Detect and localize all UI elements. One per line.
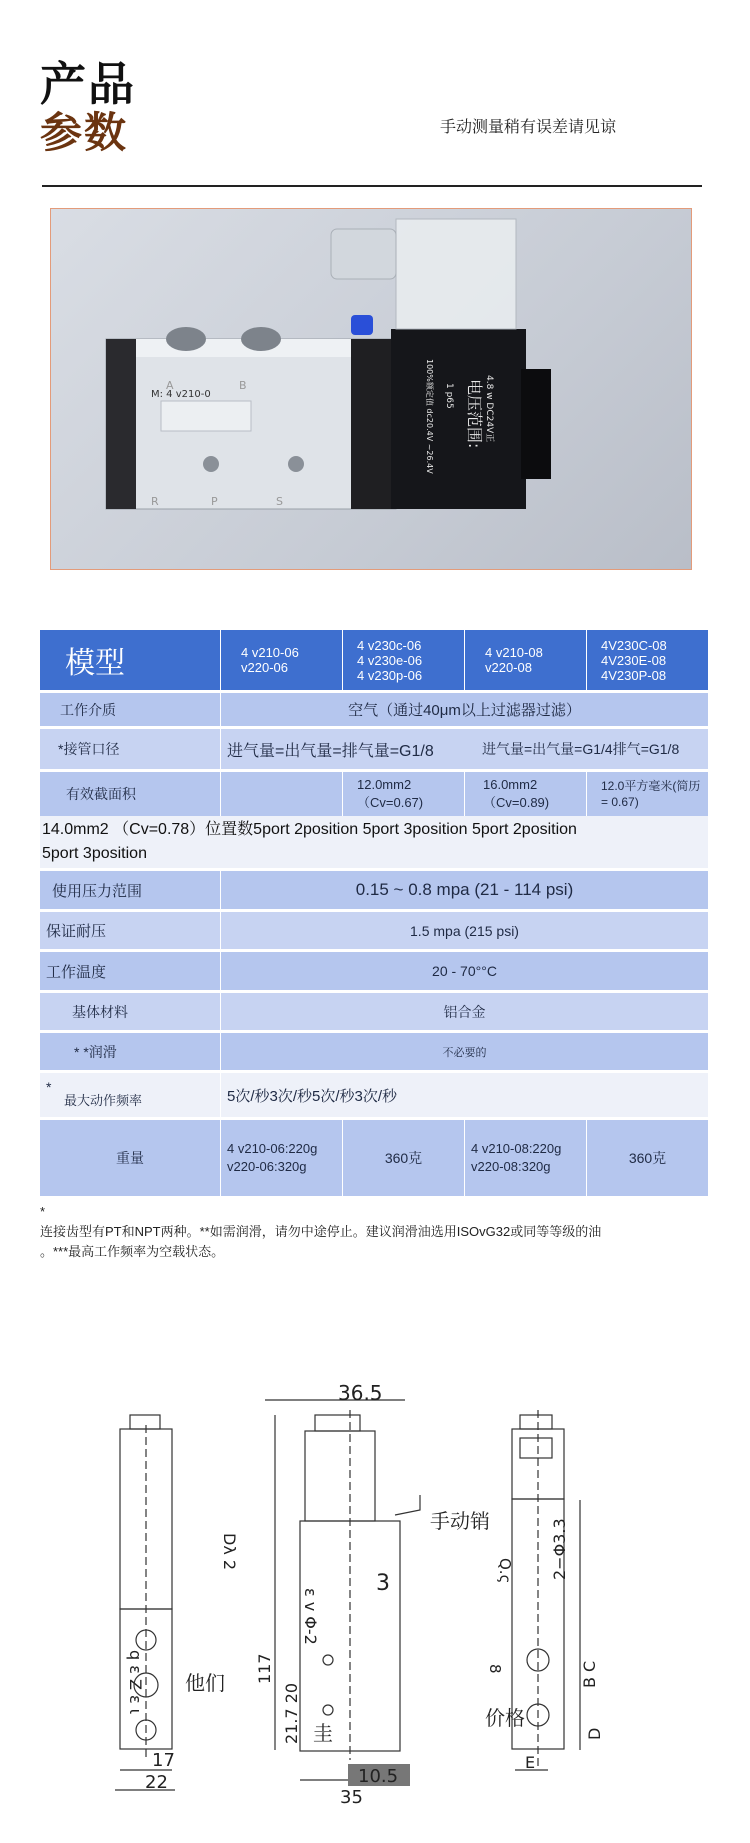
header-divider (42, 185, 702, 187)
mid-view-hole-1 (323, 1655, 333, 1665)
label-them: 他们 (185, 1671, 225, 1695)
left-view-cap (130, 1415, 160, 1429)
temp-label: 工作温度 (46, 963, 107, 981)
dim-3: 3 (376, 1571, 390, 1596)
manual-pin-label: 手动销 (430, 1509, 490, 1533)
mid-view-hole-2 (323, 1705, 333, 1715)
table-row-temp (40, 952, 708, 990)
dim-phi2: ε v Φ-2 (301, 1588, 320, 1645)
page-title-line1: 产品 (40, 58, 136, 110)
label-plate (161, 401, 251, 431)
dim-35: 35 (340, 1787, 363, 1808)
dim-d: D (585, 1727, 604, 1740)
medium-label: 工作介质 (60, 701, 116, 718)
mid-view-coil (305, 1431, 375, 1521)
dim-36-5: 36.5 (338, 1381, 383, 1405)
pressure-value: 0.15 ~ 0.8 mpa (21 - 114 psi) (220, 871, 708, 909)
port-hole-1 (166, 327, 206, 351)
coil-power: 4.8 w DC24V正 (484, 375, 494, 443)
port-label-p: P (211, 495, 218, 508)
port-label-r: R (151, 495, 159, 508)
right-view-cap (520, 1415, 552, 1429)
coil-text: 100%额定值 dc20.4V ~26.4V (425, 359, 434, 474)
table-row-pressure (40, 871, 708, 909)
footnote-star: * (40, 1204, 46, 1219)
weight-col-1: 4 v210-06:220g v220-06:320g (220, 1120, 342, 1196)
port-label: *接管口径 (58, 741, 120, 757)
connector-housing (396, 219, 516, 329)
label-plate-text: M: 4 v210-0 (151, 389, 211, 400)
dim-8: 8 (486, 1664, 504, 1674)
port-value-2: 进气量=出气量=G1/4排气=G1/8 (482, 740, 680, 757)
dim-10-5: 10.5 (358, 1766, 399, 1787)
table-row-port (40, 729, 708, 769)
weight-col-3: 4 v210-08:220g v220-08:320g (464, 1120, 586, 1196)
weight-col-2: 360克 (342, 1120, 464, 1196)
dimension-drawing (0, 1370, 750, 1840)
freq-label: 最大动作频率 (64, 1092, 143, 1108)
table-row-weight (40, 1120, 708, 1196)
weight-label: 重量 (116, 1150, 144, 1166)
table-row-lube (40, 1033, 708, 1070)
port-value-1: 进气量=出气量=排气量=G1/8 (220, 729, 464, 769)
table-row-proof (40, 912, 708, 949)
right-view-socket (520, 1438, 552, 1458)
dim-dy2: Dλ 2 (220, 1533, 239, 1571)
table-row-material (40, 993, 708, 1030)
model-col-3: 4 v210-08 v220-08 (464, 630, 586, 690)
coil-body (391, 329, 526, 509)
table-row-freq (40, 1073, 708, 1117)
area-col-3: 16.0mm2 （Cv=0.89) (464, 772, 586, 816)
manual-button (351, 315, 373, 335)
dim-q: Q.ς (496, 1558, 514, 1584)
proof-label: 保证耐压 (46, 923, 107, 940)
table-row-model (40, 630, 708, 690)
page-title-line2: 参数 (40, 109, 129, 156)
area-col-2: 12.0mm2 （Cv=0.67) (342, 772, 464, 816)
dim-22: 22 (145, 1772, 168, 1793)
temp-value: 20 - 70°°C (220, 952, 708, 990)
freq-value: 5次/秒3次/秒5次/秒3次/秒 (220, 1073, 708, 1117)
footnote-line1: 连接齿型有PT和NPT两种。**如需润滑，请勿中途停止。建议润滑油选用ISOvG32或同等等级的油 (40, 1224, 602, 1239)
dim-117: 117 (255, 1653, 274, 1684)
model-col-1: 4 v210-06 v220-06 (220, 630, 342, 690)
dim-17: 17 (152, 1750, 175, 1771)
cable-gland (331, 229, 396, 279)
proof-value: 1.5 mpa (215 psi) (220, 912, 708, 949)
valve-end-cap-left (106, 339, 136, 509)
coil-ip: 1 p65 (444, 383, 454, 409)
footnote (40, 1202, 710, 1262)
area-col-4: 12.0平方毫米(简历= 0.67) (586, 772, 708, 816)
coil-nut (521, 369, 551, 479)
label-gui: 圭 (313, 1721, 333, 1745)
dim-e: E (525, 1753, 536, 1772)
lube-label: * *润滑 (74, 1043, 117, 1060)
measurement-note: 手动测量稍有误差请见谅 (440, 119, 617, 136)
dim-bc: B C (580, 1660, 599, 1688)
solenoid-valve-illustration (51, 209, 692, 570)
manual-pin-lead (395, 1495, 420, 1515)
dim-phi33: 2−Φ3.3 (550, 1518, 569, 1580)
table-row-medium (40, 693, 708, 726)
table-row-area (40, 772, 708, 816)
freq-star: * (46, 1079, 52, 1095)
footnote-line2: 。***最高工作频率为空载状态。 (40, 1244, 225, 1259)
area-overflow-text: 14.0mm2 （Cv=0.78）位置数5port 2position 5port 3position 5port 2position 5port 3position (42, 821, 577, 862)
mid-view-cap (315, 1415, 360, 1431)
material-value: 铝合金 (220, 993, 708, 1030)
model-col-2: 4 v230c-06 4 v230e-06 4 v230p-06 (342, 630, 464, 690)
lube-value: 不必要的 (220, 1033, 708, 1070)
dim-left-vert: q ε Z ε ι (126, 1650, 145, 1715)
port-label-a: A (166, 379, 174, 392)
area-label: 有效截面积 (66, 786, 136, 802)
port-s (288, 456, 304, 472)
dim-stack: 21.7 20 (282, 1682, 301, 1744)
port-label-b: B (239, 379, 247, 392)
model-label: 模型 (40, 630, 220, 690)
port-label-s: S (276, 495, 283, 508)
model-col-4: 4V230C-08 4V230E-08 4V230P-08 (586, 630, 708, 690)
label-price: 价格 (485, 1706, 525, 1730)
product-photo (50, 208, 692, 570)
material-label: 基体材料 (72, 1003, 128, 1020)
weight-col-4: 360克 (586, 1120, 708, 1196)
pressure-label: 使用压力范围 (52, 882, 143, 900)
coil-title: 电压范围: (465, 379, 484, 449)
area-col-1 (220, 772, 342, 816)
port-hole-2 (241, 327, 281, 351)
port-r (203, 456, 219, 472)
table-row-area-overflow (40, 816, 708, 868)
medium-value: 空气（通过40μm以上过滤器过滤） (220, 693, 708, 726)
